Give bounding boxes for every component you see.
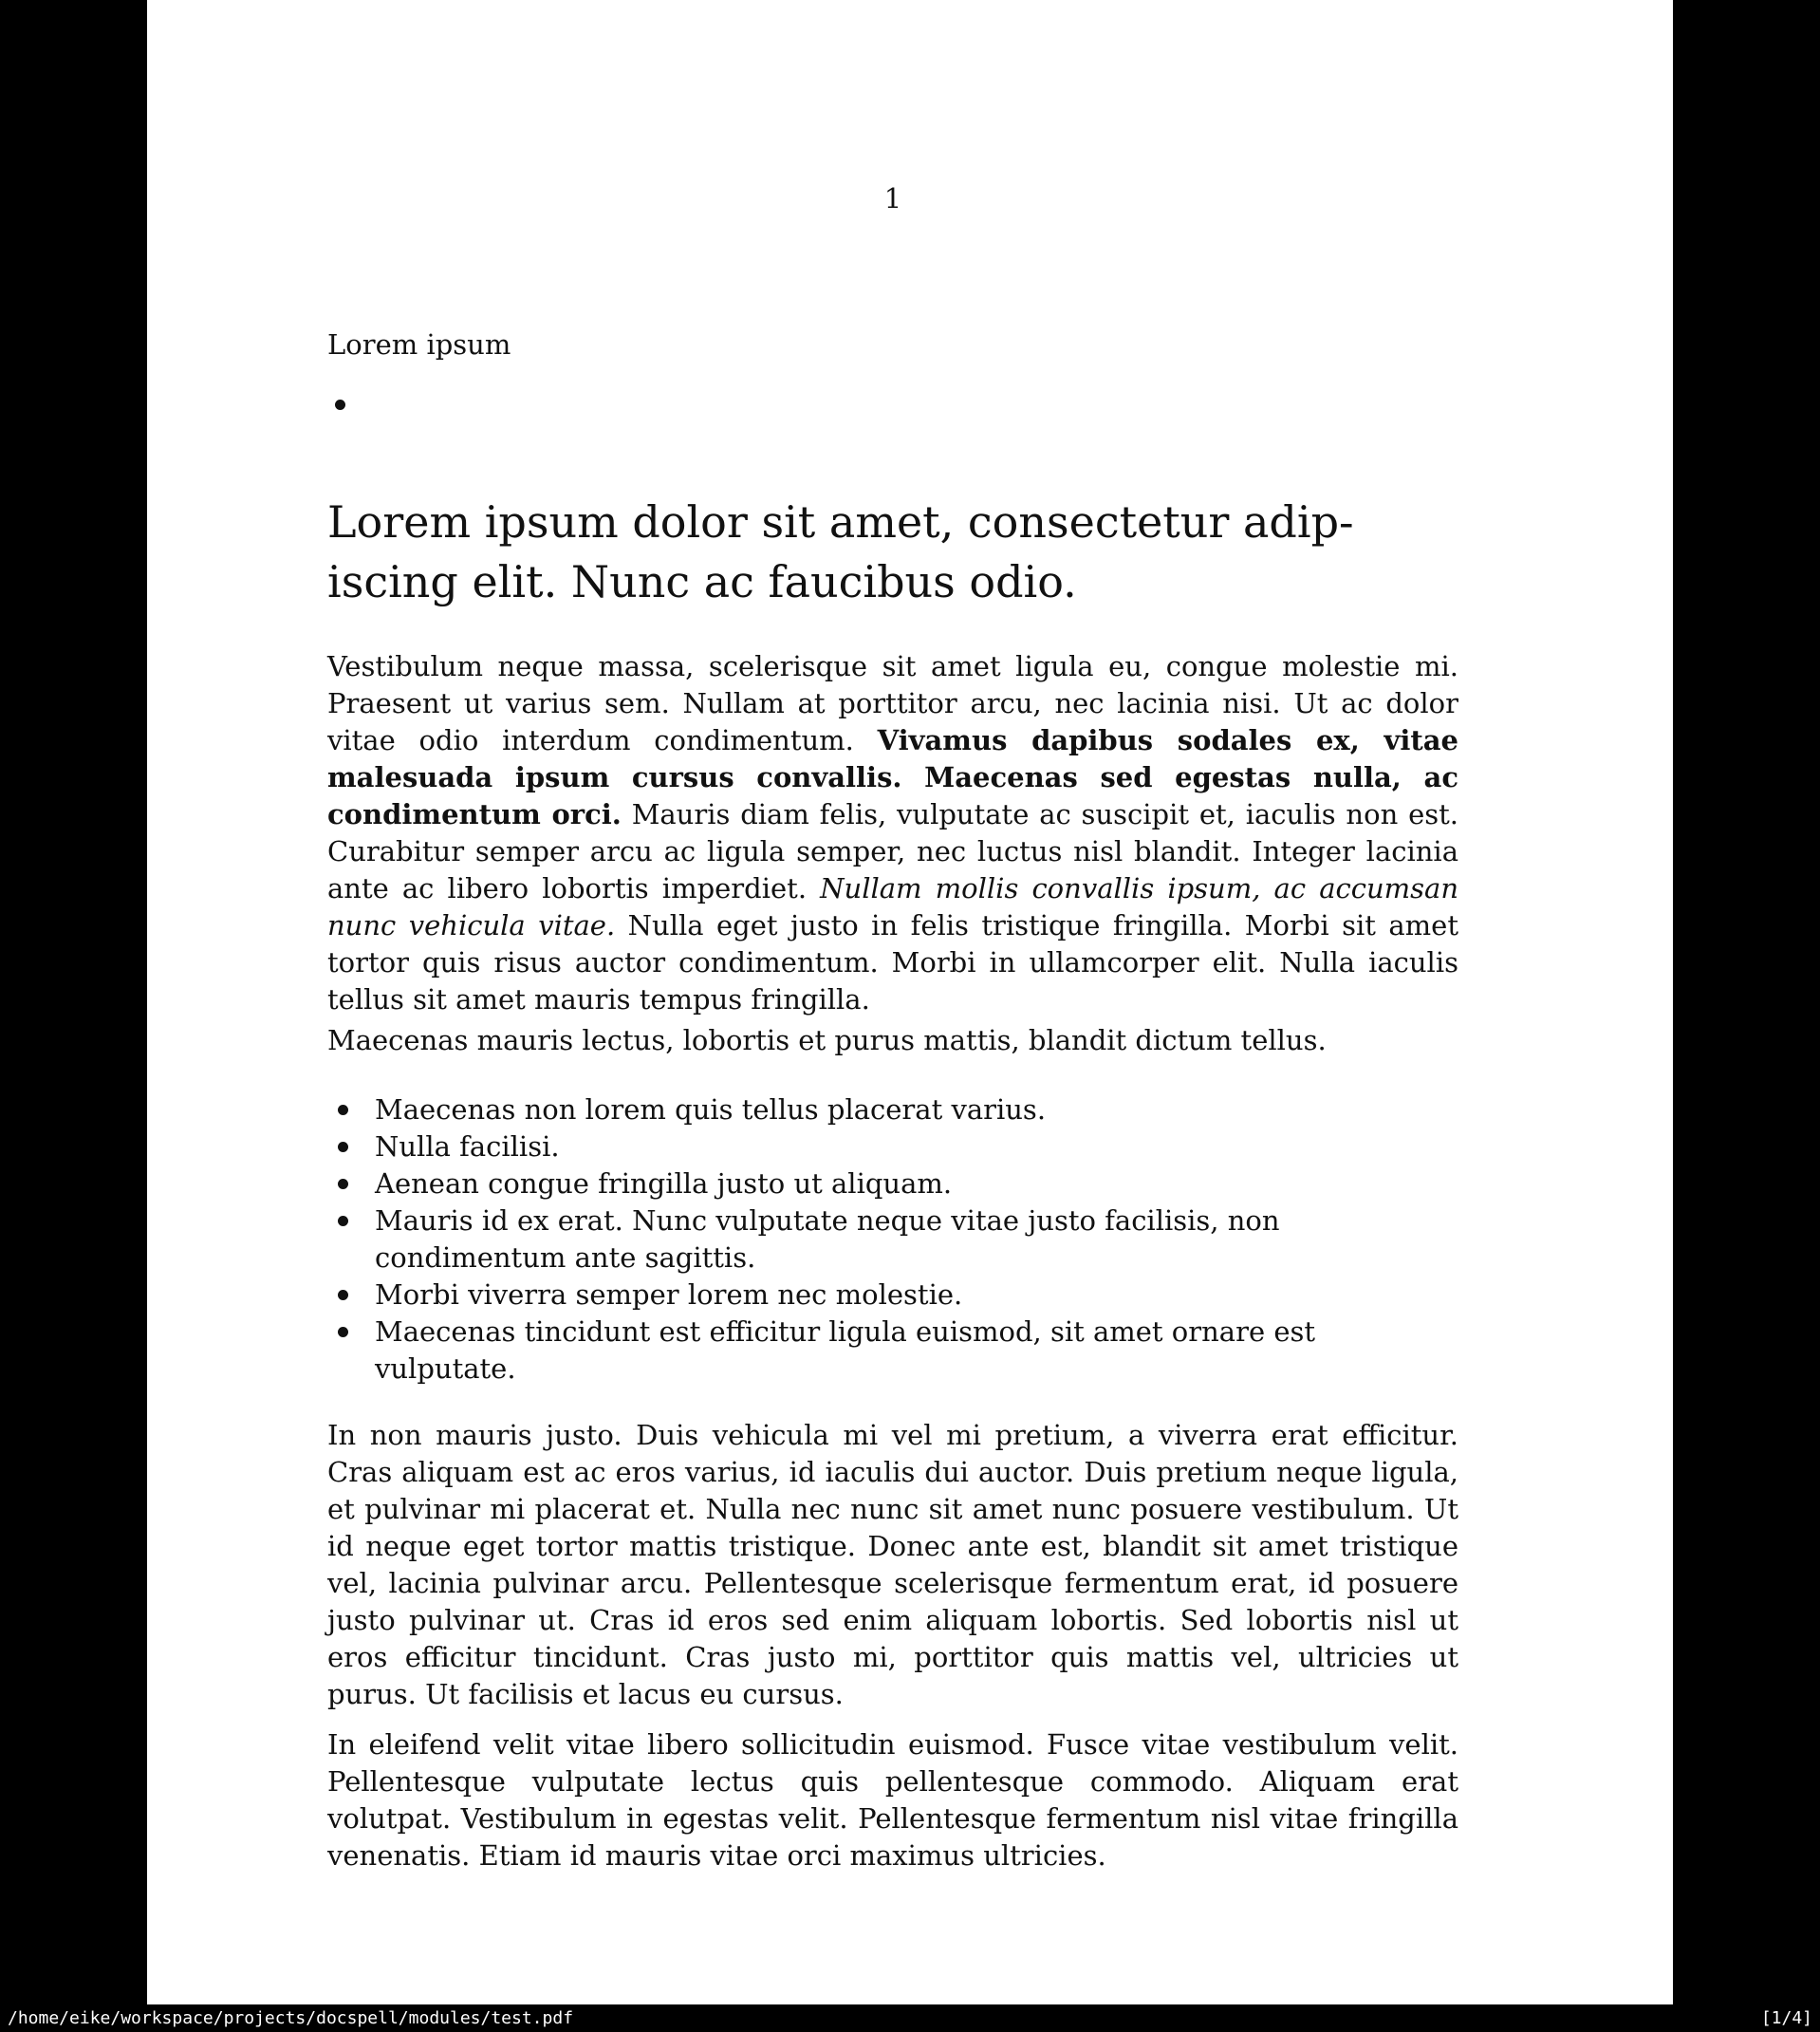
body-text: In eleifend velit vitae libero sollicitudin euismod. Fusce vitae vestibulum velit. Pellentesque vulputate lectus quis pellentesque commodo. Aliquam erat volutpat. Vestibulum in egestas velit. Pellentesque fermentum nisl vitae fringilla venenatis. Etiam id mauris vitae orci maximus ultricies. [327, 1728, 1458, 1872]
bullet-icon [338, 1179, 348, 1189]
paragraph-2 [327, 1022, 1458, 1059]
list-item [327, 1128, 1458, 1165]
body-text: Vestibulum neque massa, scelerisque sit amet ligula eu, congue molestie mi. Praesent ut varius sem. Nullam at porttitor arcu, nec lacinia nisi. Ut ac dolor vitae odio interdum condimentum. [327, 650, 1458, 756]
body-text: Mauris diam felis, vulputate ac suscipit et, iaculis non est. Curabitur semper arcu ac ligula semper, nec luctus nisl blandit. Integer lacinia ante ac libero lobortis imperdiet. [327, 798, 1458, 904]
paragraph-4 [327, 1726, 1458, 1874]
list-item [327, 1165, 1458, 1202]
bullet-icon [335, 400, 345, 410]
intro-label: Lorem ipsum [327, 328, 511, 361]
list-item-text: Aenean congue fringilla justo ut aliquam. [375, 1167, 953, 1200]
bullet-icon [338, 1327, 348, 1337]
paragraph-3 [327, 1417, 1458, 1713]
list-item [327, 1314, 1458, 1388]
bullet-icon [338, 1216, 348, 1226]
italic-text: Nullam mollis convallis ipsum, ac accumsan nunc vehicula vitae. [327, 872, 1458, 941]
bold-text: Vivamus dapibus sodales ex, vitae malesuada ipsum cursus convallis. Maecenas sed egestas nulla, ac condimentum orci. [327, 724, 1458, 830]
page-content [327, 0, 1458, 1874]
statusbar [0, 2004, 1820, 2032]
bullet-list [327, 1091, 1458, 1388]
empty-list-item [327, 400, 1458, 437]
bullet-icon [338, 1142, 348, 1152]
body-text: Nulla eget justo in felis tristique fringilla. Morbi sit amet tortor quis risus auctor condimentum. Morbi in ullamcorper elit. Nulla iaculis tellus sit amet mauris tempus fringilla. [327, 909, 1458, 1016]
paragraph-1 [327, 648, 1458, 1018]
list-item [327, 1277, 1458, 1314]
list-item-text: Maecenas tincidunt est efficitur ligula euismod, sit amet ornare est vulputate. [375, 1315, 1316, 1385]
bullet-icon [338, 1105, 348, 1115]
list-item [327, 1202, 1458, 1277]
pdf-page[interactable] [147, 0, 1673, 2004]
list-item-text: Nulla facilisi. [375, 1130, 560, 1163]
body-text: In non mauris justo. Duis vehicula mi vel mi pretium, a viverra erat efficitur. Cras aliquam est ac eros varius, id iaculis dui auctor. Duis pretium neque ligula, et pulvinar mi placerat et. Nulla nec nunc sit amet nunc posuere vestibulum. Ut id neque eget tortor mattis tristique. Donec ante est, blandit sit amet tristique vel, lacinia pulvinar arcu. Pellentesque scelerisque fermentum erat, id posuere justo pulvinar ut. Cras id eros sed enim aliquam lobortis. Sed lobortis nisl ut eros efficitur tincidunt. Cras justo mi, porttitor quis mattis vel, ultricies ut purus. Ut facilisis et lacus eu cursus. [327, 1419, 1458, 1710]
body-text: Maecenas mauris lectus, lobortis et purus mattis, blandit dictum tellus. [327, 1024, 1327, 1056]
list-item [327, 1091, 1458, 1128]
list-item-text: Mauris id ex erat. Nunc vulputate neque vitae justo facilisis, non condimentum ante sagittis. [375, 1204, 1280, 1274]
document-heading [327, 493, 1458, 612]
heading-line-2: iscing elit. Nunc ac faucibus odio. [327, 556, 1077, 607]
statusbar-page-indicator: [1/4] [1760, 2008, 1812, 2028]
list-item-text: Morbi viverra semper lorem nec molestie. [375, 1278, 963, 1311]
bullet-icon [338, 1290, 348, 1300]
statusbar-file-path: /home/eike/workspace/projects/docspell/modules/test.pdf [8, 2008, 574, 2028]
list-item-text: Maecenas non lorem quis tellus placerat varius. [375, 1093, 1047, 1126]
heading-line-1: Lorem ipsum dolor sit amet, consectetur adip- [327, 496, 1354, 548]
page-number: 1 [883, 182, 902, 214]
